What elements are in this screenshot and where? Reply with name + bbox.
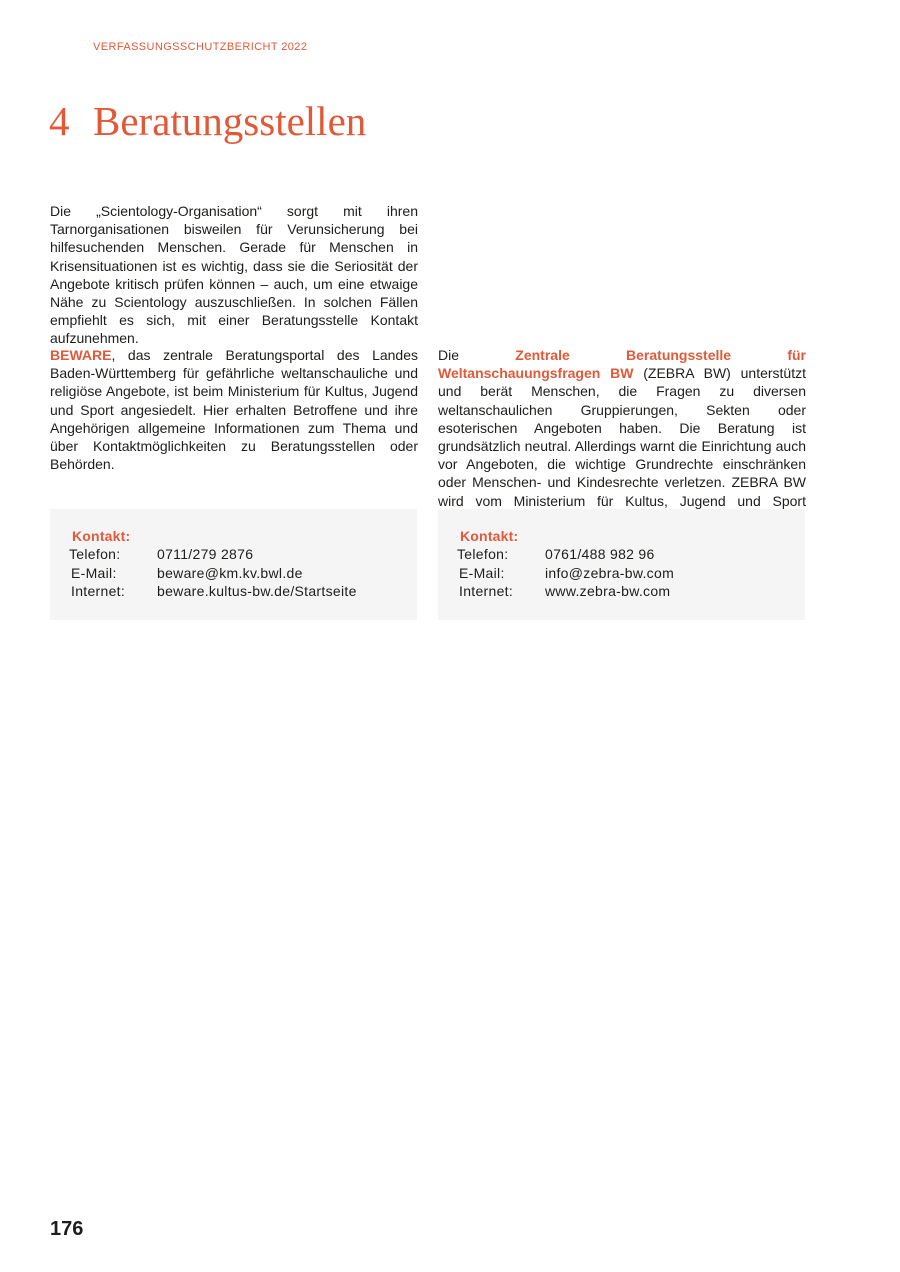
beware-contact-box: [50, 509, 417, 620]
beware-description: , das zentrale Beratungsportal des Landes Baden-Württemberg für gefährliche weltanschauliche und religiöse Angebote, ist beim Ministerium für Kultus, Jugend und Sport angesiedelt. Hier erhalten Betroffene und ihre Angehörigen allgemeine Informationen zum Thema und über Kontaktmöglichkeiten zu Beratungsstellen oder Behörden.: [50, 347, 418, 473]
email-value: beware@km.kv.bwl.de: [157, 565, 303, 581]
chapter-title-text: Beratungsstellen: [93, 98, 367, 144]
web-value: beware.kultus-bw.de/Startseite: [157, 583, 357, 599]
phone-label: Telefon:: [69, 546, 121, 562]
contact-phone-row: [457, 545, 655, 563]
beware-paragraph: [50, 346, 418, 473]
zebra-contact-box: [438, 509, 805, 620]
web-label: Internet:: [459, 583, 514, 599]
running-header: VERFASSUNGSSCHUTZBERICHT 2022: [93, 41, 308, 53]
zebra-prefix: Die: [438, 347, 516, 363]
zebra-name: Zentrale Beratungsstelle für Weltanschauungsfragen BW: [438, 347, 807, 382]
email-value: info@zebra-bw.com: [545, 565, 675, 581]
web-value: www.zebra-bw.com: [545, 583, 671, 599]
contact-web-row: [459, 582, 670, 600]
phone-value: 0711/279 2876: [157, 546, 254, 562]
contact-email-row: [71, 564, 303, 582]
chapter-number: 4: [49, 98, 70, 144]
contact-web-row: [71, 582, 357, 600]
page-number: 176: [50, 1218, 84, 1240]
phone-label: Telefon:: [457, 546, 509, 562]
web-label: Internet:: [71, 583, 126, 599]
zebra-description: (ZEBRA BW) unterstützt und berät Menschen, die Fragen zu diversen weltanschaulichen Gruppierungen, Sekten oder esoterischen Angeboten haben. Die Beratung ist grundsätzlich neutral. Allerdings warnt die Einrichtung auch vor Angeboten, die wichtige Grundrechte einschränken oder Menschen- und Kindesrechte verletzen. ZEBRA BW wird vom Ministerium für Kultus, Jugend und Sport: [438, 365, 806, 509]
zebra-paragraph: [438, 346, 806, 528]
chapter-title: [49, 96, 366, 146]
contact-heading: Kontakt:: [72, 528, 131, 544]
email-label: E-Mail:: [459, 565, 505, 581]
beware-name: BEWARE: [50, 347, 112, 363]
contact-heading: Kontakt:: [460, 528, 519, 544]
contact-phone-row: [69, 545, 253, 563]
intro-paragraph: Die „Scientology-Organisation“ sorgt mit ihren Tarnorganisationen bisweilen für Verunsicherung bei hilfesuchenden Menschen. Gerade für Menschen in Krisensituationen ist es wichtig, dass sie die Seriosität der Angebote kritisch prüfen können – auch, um eine etwaige Nähe zu Scientology auszuschließen. In solchen Fällen empfiehlt es sich, mit einer Beratungsstelle Kontakt aufzunehmen.: [50, 203, 418, 347]
contact-email-row: [459, 564, 674, 582]
phone-value: 0761/488 982 96: [545, 546, 655, 562]
email-label: E-Mail:: [71, 565, 117, 581]
